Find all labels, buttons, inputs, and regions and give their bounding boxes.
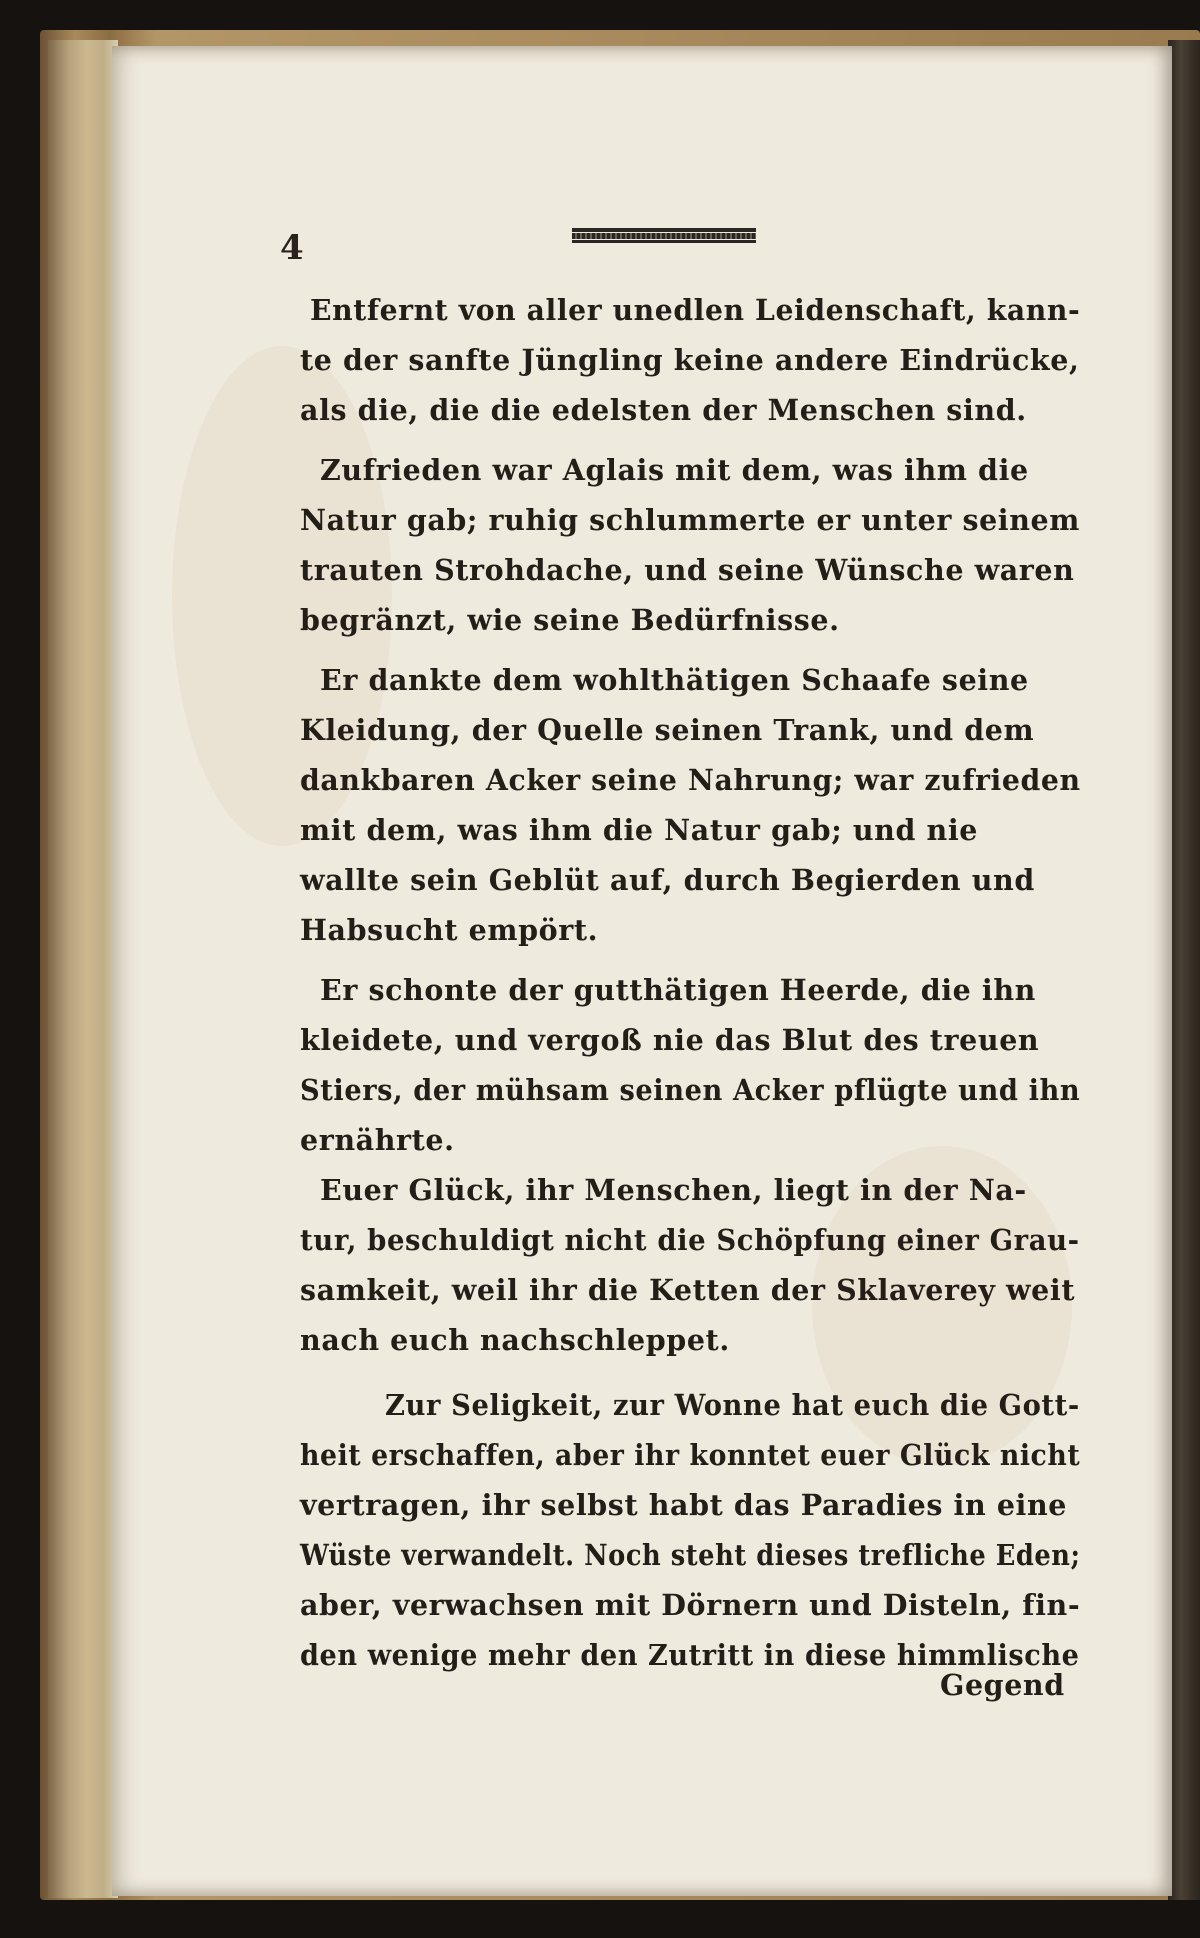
text-line: heit erschaffen, aber ihr konntet euer Glück nicht bbox=[300, 1438, 1081, 1472]
text-line: trauten Strohdache, und seine Wünsche waren bbox=[300, 553, 1075, 587]
text-line: ernährte. bbox=[300, 1123, 455, 1157]
text-line: Er schonte der gutthätigen Heerde, die ihn bbox=[320, 973, 1036, 1007]
page-number: 4 bbox=[280, 228, 304, 268]
book-binding-edge bbox=[1168, 40, 1200, 1900]
text-line: als die, die die edelsten der Menschen sind. bbox=[300, 393, 1027, 427]
text-line: mit dem, was ihm die Natur gab; und nie bbox=[300, 813, 979, 847]
text-line: Zur Seligkeit, zur Wonne hat euch die Gott- bbox=[385, 1388, 1080, 1422]
facing-page-edge bbox=[48, 40, 118, 1898]
catchword: Gegend bbox=[940, 1668, 1065, 1702]
text-line: den wenige mehr den Zutritt in diese himmlische bbox=[300, 1638, 1080, 1672]
text-line: tur, beschuldigt nicht die Schöpfung einer Grau- bbox=[300, 1223, 1080, 1257]
text-line: wallte sein Geblüt auf, durch Begierden und bbox=[300, 863, 1035, 897]
text-line: Stiers, der mühsam seinen Acker pflügte und ihn bbox=[300, 1073, 1081, 1107]
text-line: Natur gab; ruhig schlummerte er unter seinem bbox=[300, 503, 1080, 537]
text-line: Wüste verwandelt. Noch steht dieses trefliche Eden; bbox=[300, 1538, 1081, 1572]
text-line: aber, verwachsen mit Dörnern und Disteln, fin- bbox=[300, 1588, 1081, 1622]
text-line: te der sanfte Jüngling keine andere Eindrücke, bbox=[300, 343, 1080, 377]
text-line: Er dankte dem wohlthätigen Schaafe seine bbox=[320, 663, 1029, 697]
text-line: begränzt, wie seine Bedürfnisse. bbox=[300, 603, 840, 637]
text-line: kleidete, und vergoß nie das Blut des treuen bbox=[300, 1023, 1040, 1057]
text-line: nach euch nachschleppet. bbox=[300, 1323, 730, 1357]
text-line: Kleidung, der Quelle seinen Trank, und dem bbox=[300, 713, 1035, 747]
header-ornament-rule bbox=[572, 228, 756, 242]
text-line: samkeit, weil ihr die Ketten der Sklaverey weit bbox=[300, 1273, 1076, 1307]
text-line: vertragen, ihr selbst habt das Paradies in eine bbox=[300, 1488, 1068, 1522]
text-line: Habsucht empört. bbox=[300, 913, 599, 947]
text-line: Euer Glück, ihr Menschen, liegt in der Na- bbox=[320, 1173, 1027, 1207]
text-line: Entfernt von aller unedlen Leidenschaft, kann- bbox=[310, 293, 1081, 327]
text-line: dankbaren Acker seine Nahrung; war zufrieden bbox=[300, 763, 1081, 797]
text-line: Zufrieden war Aglais mit dem, was ihm die bbox=[320, 453, 1029, 487]
